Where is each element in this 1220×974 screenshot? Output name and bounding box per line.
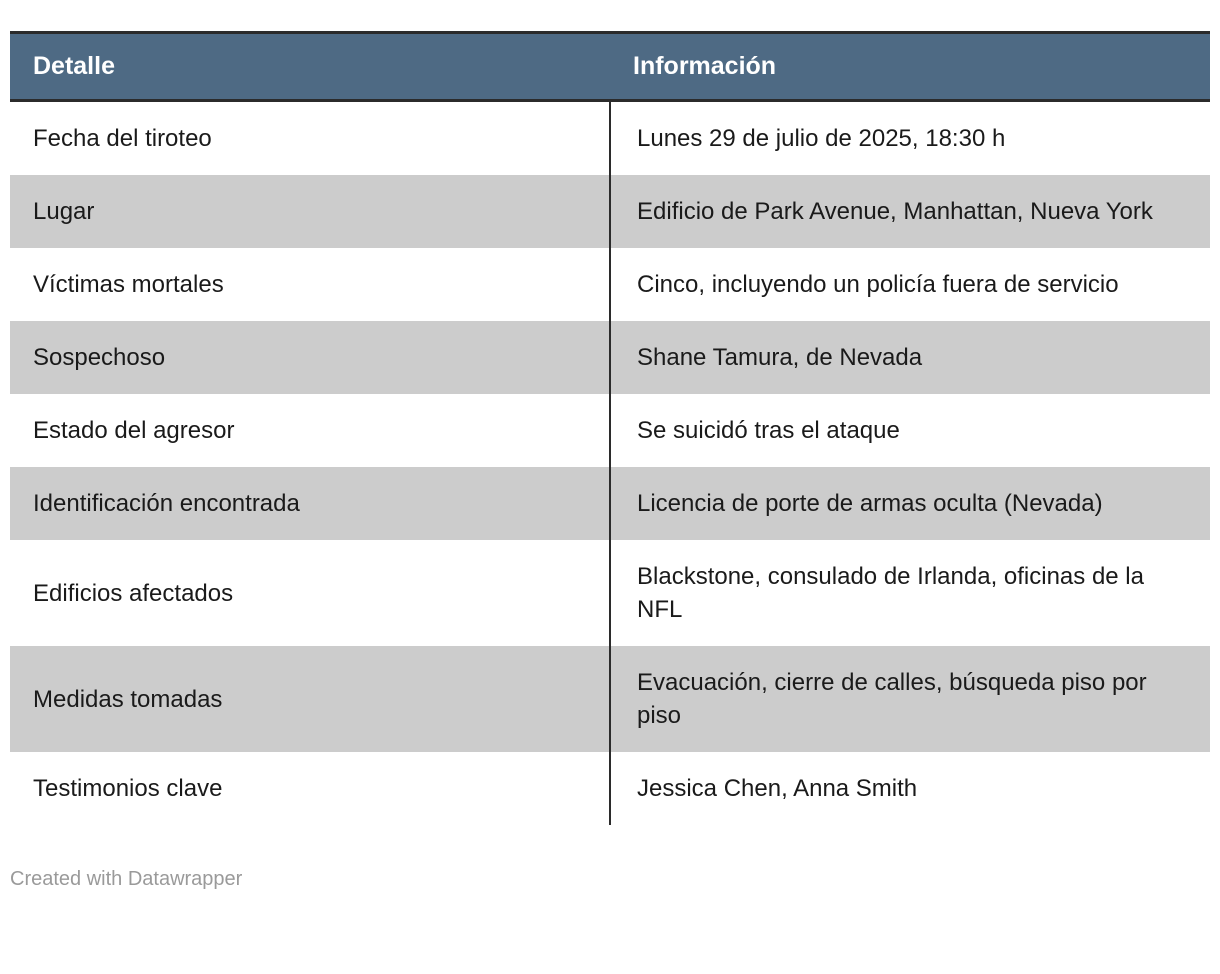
info-cell: Shane Tamura, de Nevada — [610, 321, 1210, 394]
detail-cell: Medidas tomadas — [10, 646, 610, 752]
info-cell: Licencia de porte de armas oculta (Nevada) — [610, 467, 1210, 540]
table-row — [10, 646, 1210, 752]
header-row — [10, 33, 1210, 101]
info-cell: Lunes 29 de julio de 2025, 18:30 h — [610, 101, 1210, 176]
detail-cell: Fecha del tiroteo — [10, 101, 610, 176]
datawrapper-credit-link[interactable]: Created with Datawrapper — [10, 868, 243, 890]
table-row — [10, 101, 1210, 176]
table-row — [10, 175, 1210, 248]
info-cell: Jessica Chen, Anna Smith — [610, 752, 1210, 825]
detail-cell: Víctimas mortales — [10, 248, 610, 321]
detail-cell: Sospechoso — [10, 321, 610, 394]
datawrapper-table-chart — [10, 31, 1210, 891]
detail-cell: Identificación encontrada — [10, 467, 610, 540]
info-cell: Se suicidó tras el ataque — [610, 394, 1210, 467]
column-header-detalle: Detalle — [10, 33, 610, 101]
info-cell: Evacuación, cierre de calles, búsqueda piso por piso — [610, 646, 1210, 752]
table-row — [10, 394, 1210, 467]
column-header-informacion: Información — [610, 33, 1210, 101]
table-row — [10, 752, 1210, 825]
table-row — [10, 540, 1210, 646]
table-row — [10, 321, 1210, 394]
table-row — [10, 248, 1210, 321]
detail-cell: Lugar — [10, 175, 610, 248]
info-cell: Blackstone, consulado de Irlanda, oficinas de la NFL — [610, 540, 1210, 646]
info-cell: Edificio de Park Avenue, Manhattan, Nueva York — [610, 175, 1210, 248]
detail-cell: Testimonios clave — [10, 752, 610, 825]
table-row — [10, 467, 1210, 540]
detail-cell: Estado del agresor — [10, 394, 610, 467]
detail-cell: Edificios afectados — [10, 540, 610, 646]
info-cell: Cinco, incluyendo un policía fuera de servicio — [610, 248, 1210, 321]
info-table — [10, 31, 1210, 825]
